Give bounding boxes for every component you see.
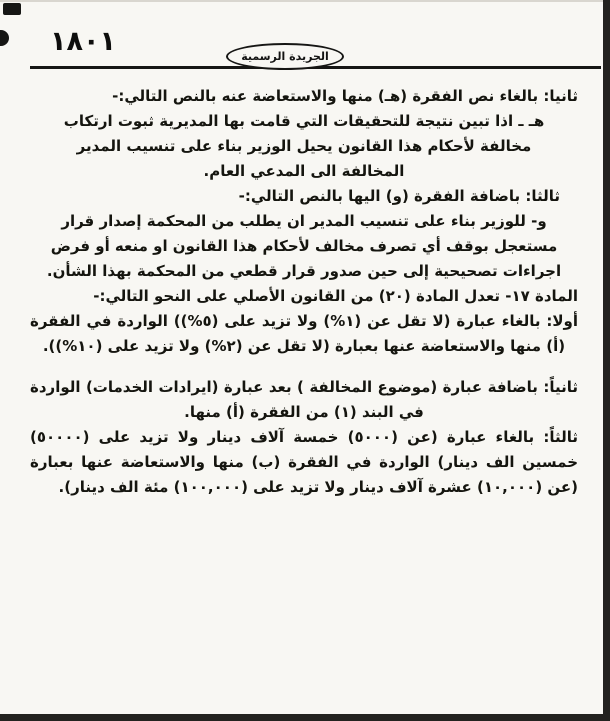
clause-third-heading: ثالثا: باضافة الفقرة (و) اليها بالنص التالي:-	[238, 187, 560, 205]
gazette-seal-label: الجريدة الرسمية	[241, 50, 329, 63]
document-body	[30, 84, 578, 500]
clause-second-item-h: هـ ـ اذا تبين نتيجة للتحقيقات التي قامت بها المديرية ثبوت ارتكاب مخالفة لأحكام هذا القانون يحيل الوزير بناء على تنسيب المدير المخالفة الى المدعي العام.	[63, 112, 545, 180]
clause-second-heading: ثانيا: بالغاء نص الفقرة (هـ) منها والاستعاضة عنه بالنص التالي:-	[112, 87, 578, 105]
page-number: ١٨٠١	[50, 26, 116, 57]
scan-edge-right	[603, 0, 610, 721]
gazette-seal	[226, 43, 344, 70]
page-header	[0, 0, 610, 84]
article-17-heading: المادة ١٧- تعدل المادة (٢٠) من القانون الأصلي على النحو التالي:-	[93, 287, 578, 305]
clause-third-item-w: و- للوزير بناء على تنسيب المدير ان يطلب من المحكمة إصدار قرار مستعجل بوقف أي تصرف مخالف لأحكام هذا القانون او منعه أو فرض اجراءات تصحيحية إلى حين صدور قرار قطعي من المحكمة بهذا الشأن.	[46, 212, 562, 280]
article-17-item-second: ثانياً: باضافة عبارة (موضوع المخالفة ) بعد عبارة (ايرادات الخدمات) الواردة في البند (١) من الفقرة (أ) منها.	[30, 378, 578, 421]
scan-edge-bottom	[0, 714, 610, 721]
article-17-item-third: ثالثاً: بالغاء عبارة (عن (٥٠٠٠) خمسة آلاف دينار ولا تزيد على (٥٠٠٠٠) خمسين الف دينار) الواردة في الفقرة (ب) منها والاستعاضة عنها بعبارة (عن (١٠,٠٠٠) عشرة آلاف دينار ولا تزيد على (١٠٠,٠٠٠) مئة الف دينار).	[30, 428, 579, 496]
article-17-item-first: أولا: بالغاء عبارة (لا تقل عن (١%) ولا تزيد على (٥%)) الواردة في الفقرة (أ) منها والاستعاضة عنها بعبارة (لا تقل عن (٢%) ولا تزيد على (١٠%)).	[30, 312, 578, 355]
